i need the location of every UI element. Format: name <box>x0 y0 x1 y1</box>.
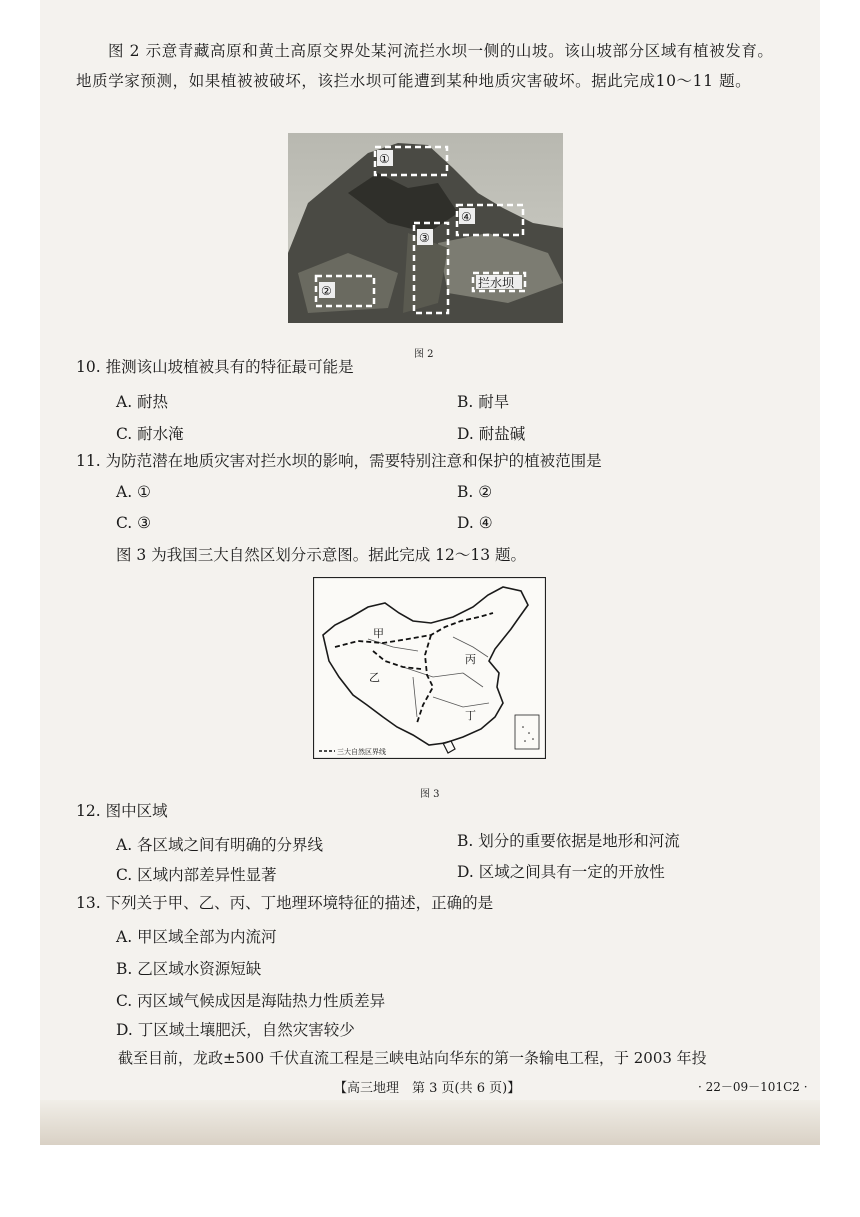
next-passage-first-line: 截至目前，龙政±500 千伏直流工程是三峡电站向华东的第一条输电工程，于 2003 年投 <box>118 1049 707 1067</box>
figure-3-map <box>313 577 546 759</box>
region-ding-label: 丁 <box>465 709 476 722</box>
question-13-option-b: B. 乙区域水资源短缺 <box>116 960 262 978</box>
page-shadow <box>40 1100 820 1145</box>
intro-paragraph-fig2: 图 2 示意青藏高原和黄土高原交界处某河流拦水坝一侧的山坡。该山坡部分区域有植被发育。地质学家预测，如果植被被破坏，该拦水坝可能遭到某种地质灾害破坏。据此完成10～11 题。 <box>76 42 774 90</box>
region-jia-label: 甲 <box>373 627 384 640</box>
region-3-label: ③ <box>419 231 430 245</box>
figure-3-caption: 图 3 <box>420 789 440 800</box>
question-11-option-a: A. ① <box>116 483 151 501</box>
question-10-option-c: C. 耐水淹 <box>116 425 184 443</box>
question-13-stem: 13. 下列关于甲、乙、丙、丁地理环境特征的描述，正确的是 <box>76 894 494 912</box>
figure-2-photo <box>288 133 563 323</box>
region-yi-label: 乙 <box>369 671 380 684</box>
footer-code: · 22－09－101C2 · <box>698 1080 808 1094</box>
question-10-option-a: A. 耐热 <box>116 393 169 411</box>
question-13-option-a: A. 甲区域全部为内流河 <box>116 928 277 946</box>
question-11-option-d: D. ④ <box>457 514 493 532</box>
region-4-label: ④ <box>461 210 472 224</box>
region-2-label: ② <box>321 284 332 298</box>
figure-2-caption: 图 2 <box>414 349 434 360</box>
question-12-option-b: B. 划分的重要依据是地形和河流 <box>457 832 680 850</box>
question-12-option-d: D. 区域之间具有一定的开放性 <box>457 863 665 881</box>
question-13-option-c: C. 丙区域气候成因是海陆热力性质差异 <box>116 992 386 1010</box>
question-11-stem: 11. 为防范潜在地质灾害对拦水坝的影响，需要特别注意和保护的植被范围是 <box>76 452 602 470</box>
question-10-stem: 10. 推测该山坡植被具有的特征最可能是 <box>76 358 354 376</box>
question-12-option-c: C. 区域内部差异性显著 <box>116 866 277 884</box>
region-1-label: ① <box>379 152 390 166</box>
question-11-option-c: C. ③ <box>116 514 152 532</box>
intro-paragraph-fig3: 图 3 为我国三大自然区划分示意图。据此完成 12～13 题。 <box>116 546 527 564</box>
legend-label: 三大自然区界线 <box>337 748 386 756</box>
question-10-option-b: B. 耐旱 <box>457 393 510 411</box>
dam-label: 拦水坝 <box>478 276 515 290</box>
footer-page-info: 【高三地理 第 3 页(共 6 页)】 <box>334 1081 521 1096</box>
question-12-option-a: A. 各区域之间有明确的分界线 <box>116 836 324 854</box>
question-10-option-d: D. 耐盐碱 <box>457 425 526 443</box>
question-13-option-d: D. 丁区域土壤肥沃，自然灾害较少 <box>116 1021 355 1039</box>
question-12-stem: 12. 图中区域 <box>76 802 168 820</box>
question-11-option-b: B. ② <box>457 483 493 501</box>
region-bing-label: 丙 <box>465 653 476 666</box>
